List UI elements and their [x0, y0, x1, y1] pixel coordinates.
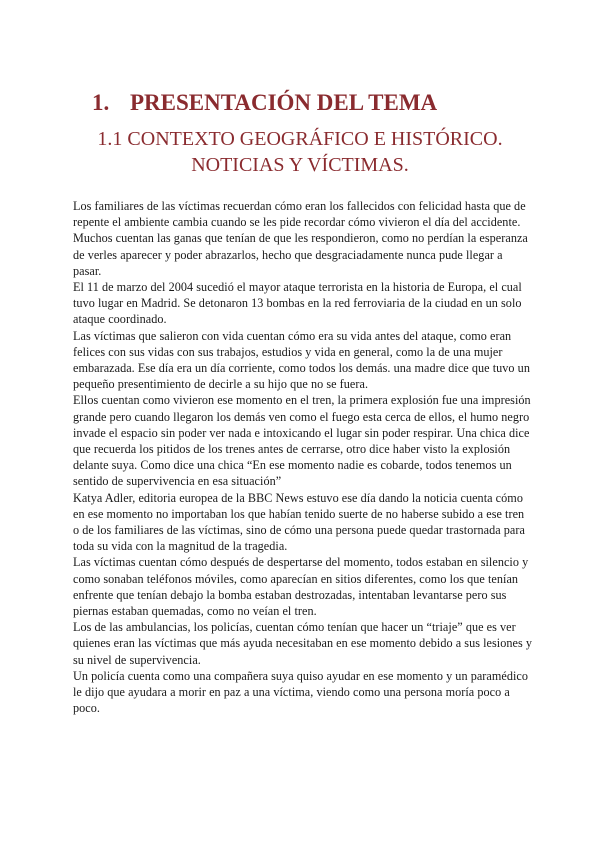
paragraph: Un policía cuenta como una compañera suya quiso ayudar en ese momento y un paramédico le dijo que ayudara a morir en paz a una víctima, viendo como una persona moría poco a poco. — [73, 668, 529, 716]
section-heading — [92, 88, 552, 118]
paragraph: Ellos cuentan como vivieron ese momento en el tren, la primera explosión fue una impresión grande pero cuando llegaron los demás ven como el fuego esta cerca de ellos, el humo negro invade el espacio sin poder ver nada e intoxicando el lugar sin poder respirar. Una chica dice que recuerda los pitidos de los trenes antes de cerrarse, otro dice haber visto la explosión delante suya. Como dice una chica “En ese momento nadie es cobarde, todos tenemos un sentido de supervivencia en esa situación” — [73, 393, 531, 489]
subsection-heading: 1.1 CONTEXTO GEOGRÁFICO E HISTÓRICO. NOTICIAS Y VÍCTIMAS. — [97, 128, 503, 176]
paragraph: Los familiares de las víctimas recuerdan cómo eran los fallecidos con felicidad hasta que de repente el ambiente cambia cuando se les pide recordar cómo vivieron el día del accidente. Muchos cuentan las ganas que tenían de que les respondieron, como no perdían la esperanza de verles aparecer y poder abrazarlos, hecho que desgraciadamente nunca pude llegar a pasar. — [73, 199, 528, 278]
paragraph: Katya Adler, editoria europea de la BBC News estuvo ese día dando la noticia cuenta cómo en ese momento no importaban los que habían tenido suerte de no haberse subido a ese tren o de los familiares de las víctimas, sino de cómo una persona puede quedar trastornada para toda su vida con la magnitud de la tragedia. — [73, 490, 525, 554]
paragraph: El 11 de marzo del 2004 sucedió el mayor ataque terrorista en la historia de Europa, el cual tuvo lugar en Madrid. Se detonaron 13 bombas en la red ferroviaria de la ciudad en un solo ataque coordinado. — [73, 280, 522, 327]
paragraph: Las víctimas cuentan cómo después de despertarse del momento, todos estaban en silencio y como sonaban teléfonos móviles, como aparecían en sitios diferentes, como los que tenían enfrente que tenían debajo la bomba estaban destrozadas, intentaban levantarse pero sus piernas estaban quemadas, como no veían el tren. — [73, 555, 529, 619]
body-text — [73, 198, 533, 717]
section-number: 1. — [92, 90, 110, 115]
paragraph: Los de las ambulancias, los policías, cuentan cómo tenían que hacer un “triaje” que es ver quienes eran las víctimas que más ayuda necesitaban en ese momento debido a sus lesiones y su nivel de supervivencia. — [73, 620, 533, 667]
paragraph: Las víctimas que salieron con vida cuentan cómo era su vida antes del ataque, como eran felices con sus vidas con sus trabajos, estudios y vida en general, como la de una mujer embarazada. Ese día era un día corriente, como todos los demás. una madre dice que tuvo un pequeño presentimiento de decirle a su hijo que no se fuera. — [73, 328, 530, 392]
section-title: PRESENTACIÓN DEL TEMA — [130, 90, 438, 115]
